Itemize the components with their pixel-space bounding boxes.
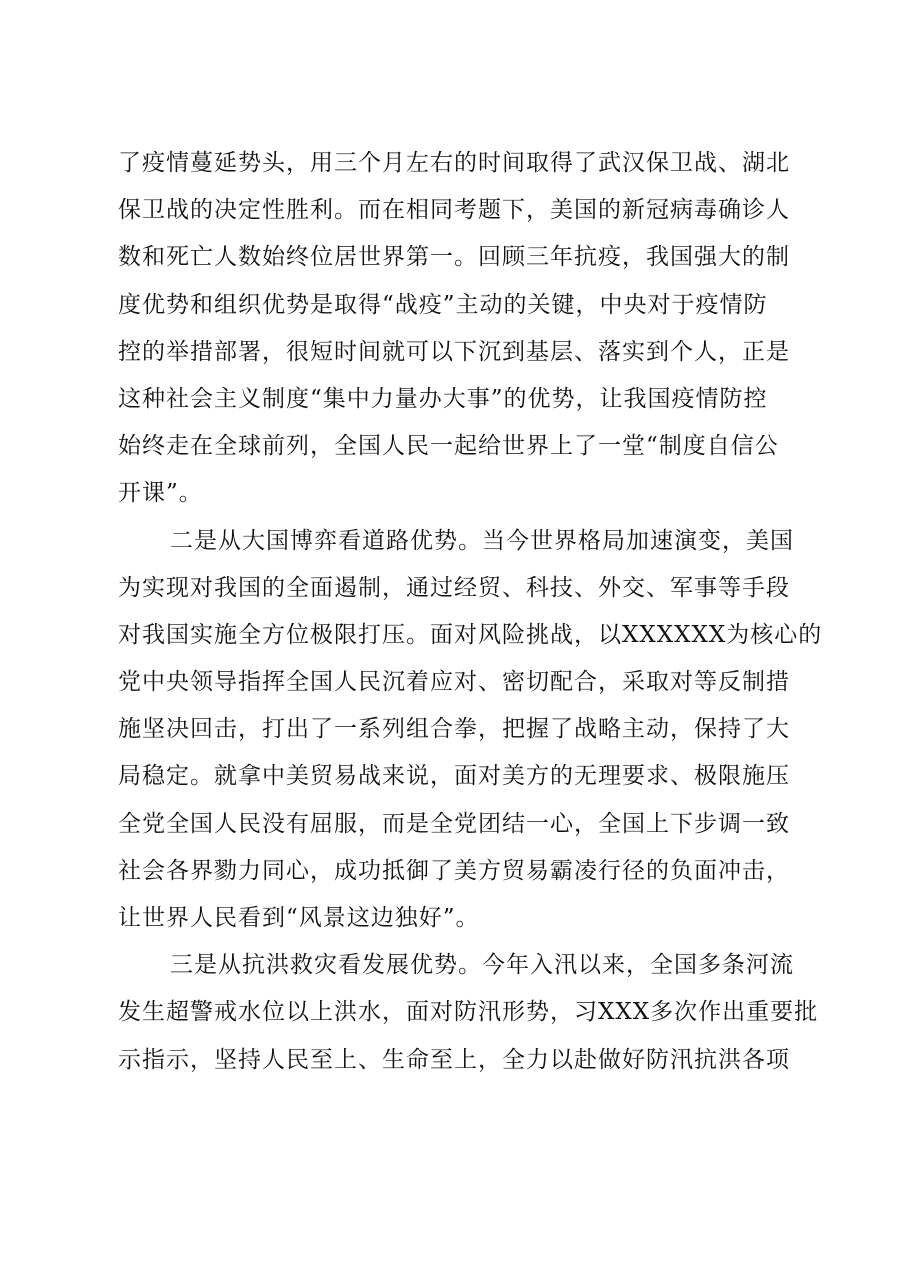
text-line: 示指示，坚持人民至上、生命至上，全力以赴做好防汛抗洪各项 — [118, 1046, 790, 1073]
text-line: 让世界人民看到“风景这边独好”。 — [118, 905, 480, 931]
paragraph-start-line: 三是从抗洪救灾看发展优势。今年入汛以来，全国多条河流 — [170, 952, 794, 979]
text-line: 对我国实施全方位极限打压。面对风险挑战，以XXXXXX为核心的 — [118, 621, 823, 648]
text-line: 数和死亡人数始终位居世界第一。回顾三年抗疫，我国强大的制 — [118, 244, 790, 271]
text-line: 控的举措部署，很短时间就可以下沉到基层、落实到个人，正是 — [118, 338, 790, 365]
text-line: 局稳定。就拿中美贸易战来说，面对美方的无理要求、极限施压 — [118, 763, 790, 790]
text-line: 为实现对我国的全面遏制，通过经贸、科技、外交、军事等手段 — [118, 574, 790, 601]
text-line: 施坚决回击，打出了一系列组合拳，把握了战略主动，保持了大 — [118, 716, 790, 743]
text-line: 保卫战的决定性胜利。而在相同考题下，美国的新冠病毒确诊人 — [118, 197, 790, 224]
text-line: 始终走在全球前列，全国人民一起给世界上了一堂“制度自信公 — [118, 433, 779, 460]
text-line: 社会各界勠力同心，成功抵御了美方贸易霸凌行径的负面冲击， — [118, 857, 790, 884]
body-text — [118, 140, 823, 1084]
text-line: 度优势和组织优势是取得“战疫”主动的关键，中央对于疫情防 — [118, 291, 768, 318]
text-line: 全党全国人民没有屈服，而是全党团结一心，全国上下步调一致 — [118, 810, 790, 837]
paragraph-start-line: 二是从大国博弈看道路优势。当今世界格局加速演变，美国 — [170, 527, 794, 554]
text-line: 党中央领导指挥全国人民沉着应对、密切配合，采取对等反制措 — [118, 669, 790, 696]
text-line: 发生超警戒水位以上洪水，面对防汛形势，习XXX多次作出重要批 — [118, 999, 819, 1026]
text-line: 开课”。 — [118, 480, 203, 507]
text-line: 这种社会主义制度“集中力量办大事”的优势，让我国疫情防控 — [118, 385, 768, 412]
text-line: 了疫情蔓延势头，用三个月左右的时间取得了武汉保卫战、湖北 — [118, 150, 790, 176]
